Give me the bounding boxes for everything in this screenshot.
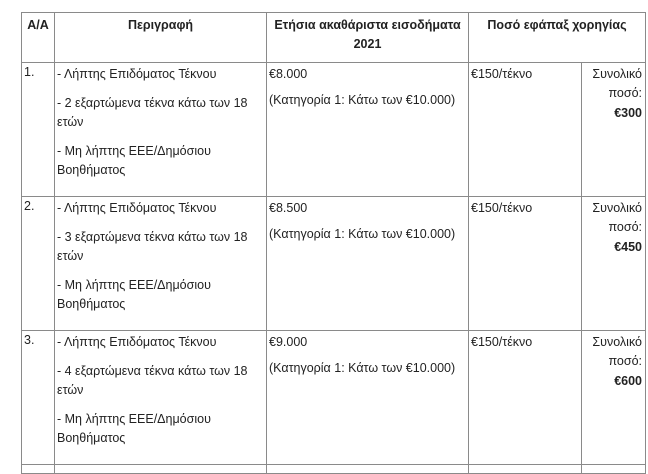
row-per-child-amount: €150/τέκνο	[469, 63, 582, 197]
description-line: - 4 εξαρτώμενα τέκνα κάτω των 18 ετών	[57, 364, 248, 397]
row-description	[55, 197, 267, 331]
total-value: €450	[614, 240, 642, 254]
total-label: Συνολικό ποσό:	[592, 67, 642, 100]
description-line: - Λήπτης Επιδόματος Τέκνου	[57, 335, 217, 349]
income-value: €8.500	[269, 201, 308, 215]
row-total	[582, 63, 646, 197]
benefit-table	[21, 12, 646, 474]
income-category: (Κατηγορία 1: Κάτω των €10.000)	[269, 227, 456, 241]
row-income	[267, 197, 469, 331]
table-row	[22, 63, 646, 197]
row-index: 3.	[22, 331, 55, 465]
empty-cell	[55, 465, 267, 474]
income-value: €9.000	[269, 335, 308, 349]
total-label: Συνολικό ποσό:	[592, 201, 642, 234]
row-description	[55, 331, 267, 465]
total-value: €600	[614, 374, 642, 388]
description-line: - Λήπτης Επιδόματος Τέκνου	[57, 67, 217, 81]
row-income	[267, 63, 469, 197]
row-index: 1.	[22, 63, 55, 197]
description-line: - Λήπτης Επιδόματος Τέκνου	[57, 201, 217, 215]
income-category: (Κατηγορία 1: Κάτω των €10.000)	[269, 361, 456, 375]
total-value: €300	[614, 106, 642, 120]
empty-cell	[267, 465, 469, 474]
header-description: Περιγραφή	[55, 13, 267, 63]
income-value: €8.000	[269, 67, 308, 81]
table-row	[22, 197, 646, 331]
description-line: - 2 εξαρτώμενα τέκνα κάτω των 18 ετών	[57, 96, 248, 129]
description-line: - 3 εξαρτώμενα τέκνα κάτω των 18 ετών	[57, 230, 248, 263]
total-label: Συνολικό ποσό:	[592, 335, 642, 368]
header-income: Ετήσια ακαθάριστα εισοδήματα 2021	[267, 13, 469, 63]
description-line: - Μη λήπτης ΕΕΕ/Δημόσιου Βοηθήματος	[57, 412, 211, 445]
row-total	[582, 197, 646, 331]
row-per-child-amount: €150/τέκνο	[469, 331, 582, 465]
empty-cell	[22, 465, 55, 474]
row-total	[582, 331, 646, 465]
row-index: 2.	[22, 197, 55, 331]
table-row	[22, 331, 646, 465]
description-line: - Μη λήπτης ΕΕΕ/Δημόσιου Βοηθήματος	[57, 278, 211, 311]
header-index: Α/Α	[22, 13, 55, 63]
row-description	[55, 63, 267, 197]
empty-cell	[582, 465, 646, 474]
table-row-partial	[22, 465, 646, 474]
row-per-child-amount: €150/τέκνο	[469, 197, 582, 331]
table-header-row	[22, 13, 646, 63]
description-line: - Μη λήπτης ΕΕΕ/Δημόσιου Βοηθήματος	[57, 144, 211, 177]
row-income	[267, 331, 469, 465]
header-amount: Ποσό εφάπαξ χορηγίας	[469, 13, 646, 63]
empty-cell	[469, 465, 582, 474]
income-category: (Κατηγορία 1: Κάτω των €10.000)	[269, 93, 456, 107]
